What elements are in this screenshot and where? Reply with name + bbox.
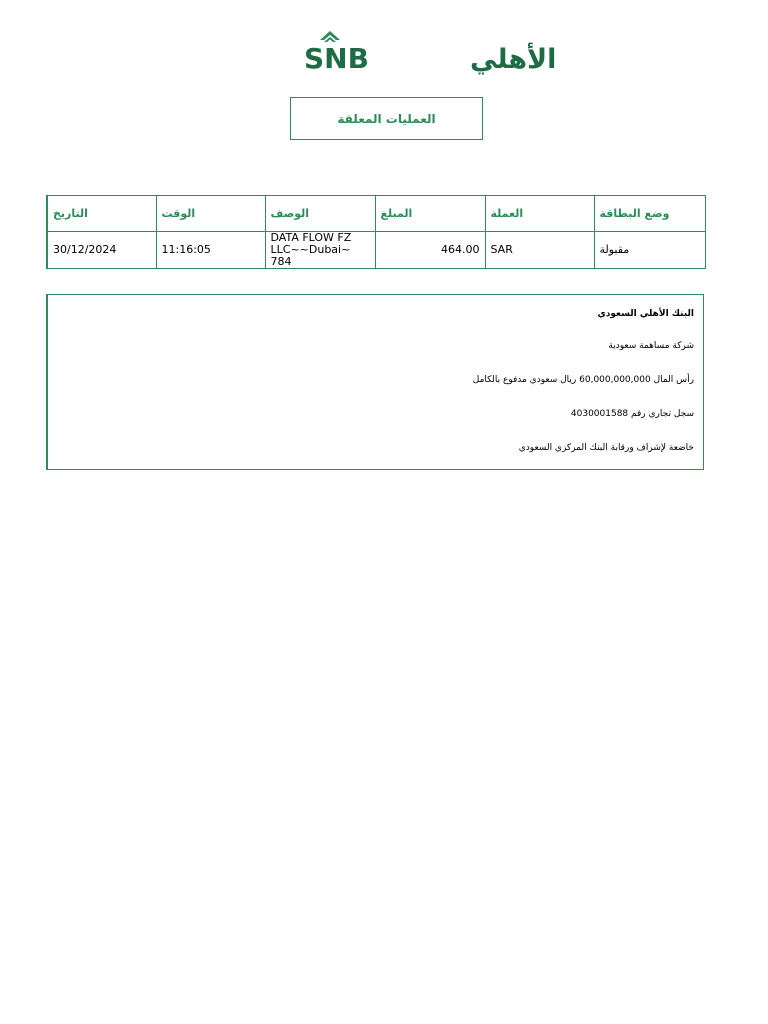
company-type: شركة مساهمة سعودية (608, 341, 694, 351)
cell-date: 30/12/2024 (47, 232, 156, 269)
cell-amount: 464.00 (375, 232, 485, 269)
cell-currency: SAR (485, 232, 594, 269)
supervision-statement: خاضعة لإشراف ورقابة البنك المركزي السعودي (518, 443, 694, 453)
page-title-box (290, 97, 483, 140)
column-header-time: الوقت (156, 196, 265, 232)
snb-logo (302, 28, 557, 75)
capital-statement: رأس المال 60,000,000,000 ريال سعودي مدفوع بالكامل (472, 375, 694, 385)
cell-time: 11:16:05 (156, 232, 265, 269)
logo-latin-text: SNB (304, 42, 369, 75)
column-header-currency: العملة (485, 196, 594, 232)
column-header-date: التاريخ (47, 196, 156, 232)
commercial-register: سجل تجاري رقم 4030001588 (570, 409, 694, 419)
table-row (47, 232, 705, 269)
page-title: العمليات المعلقة (337, 111, 436, 126)
pending-transactions-table (46, 195, 706, 269)
cell-description: DATA FLOW FZ LLC~~Dubai~ 784 (265, 232, 375, 269)
cell-card-status: مقبولة (594, 232, 705, 269)
bank-name: البنك الأهلي السعودي (597, 309, 694, 319)
table-header-row (47, 196, 705, 232)
logo-arabic-text: الأهلي (470, 44, 557, 75)
column-header-description: الوصف (265, 196, 375, 232)
column-header-amount: المبلغ (375, 196, 485, 232)
bank-info-box (46, 294, 704, 470)
column-header-card-status: وضع البطاقة (594, 196, 705, 232)
